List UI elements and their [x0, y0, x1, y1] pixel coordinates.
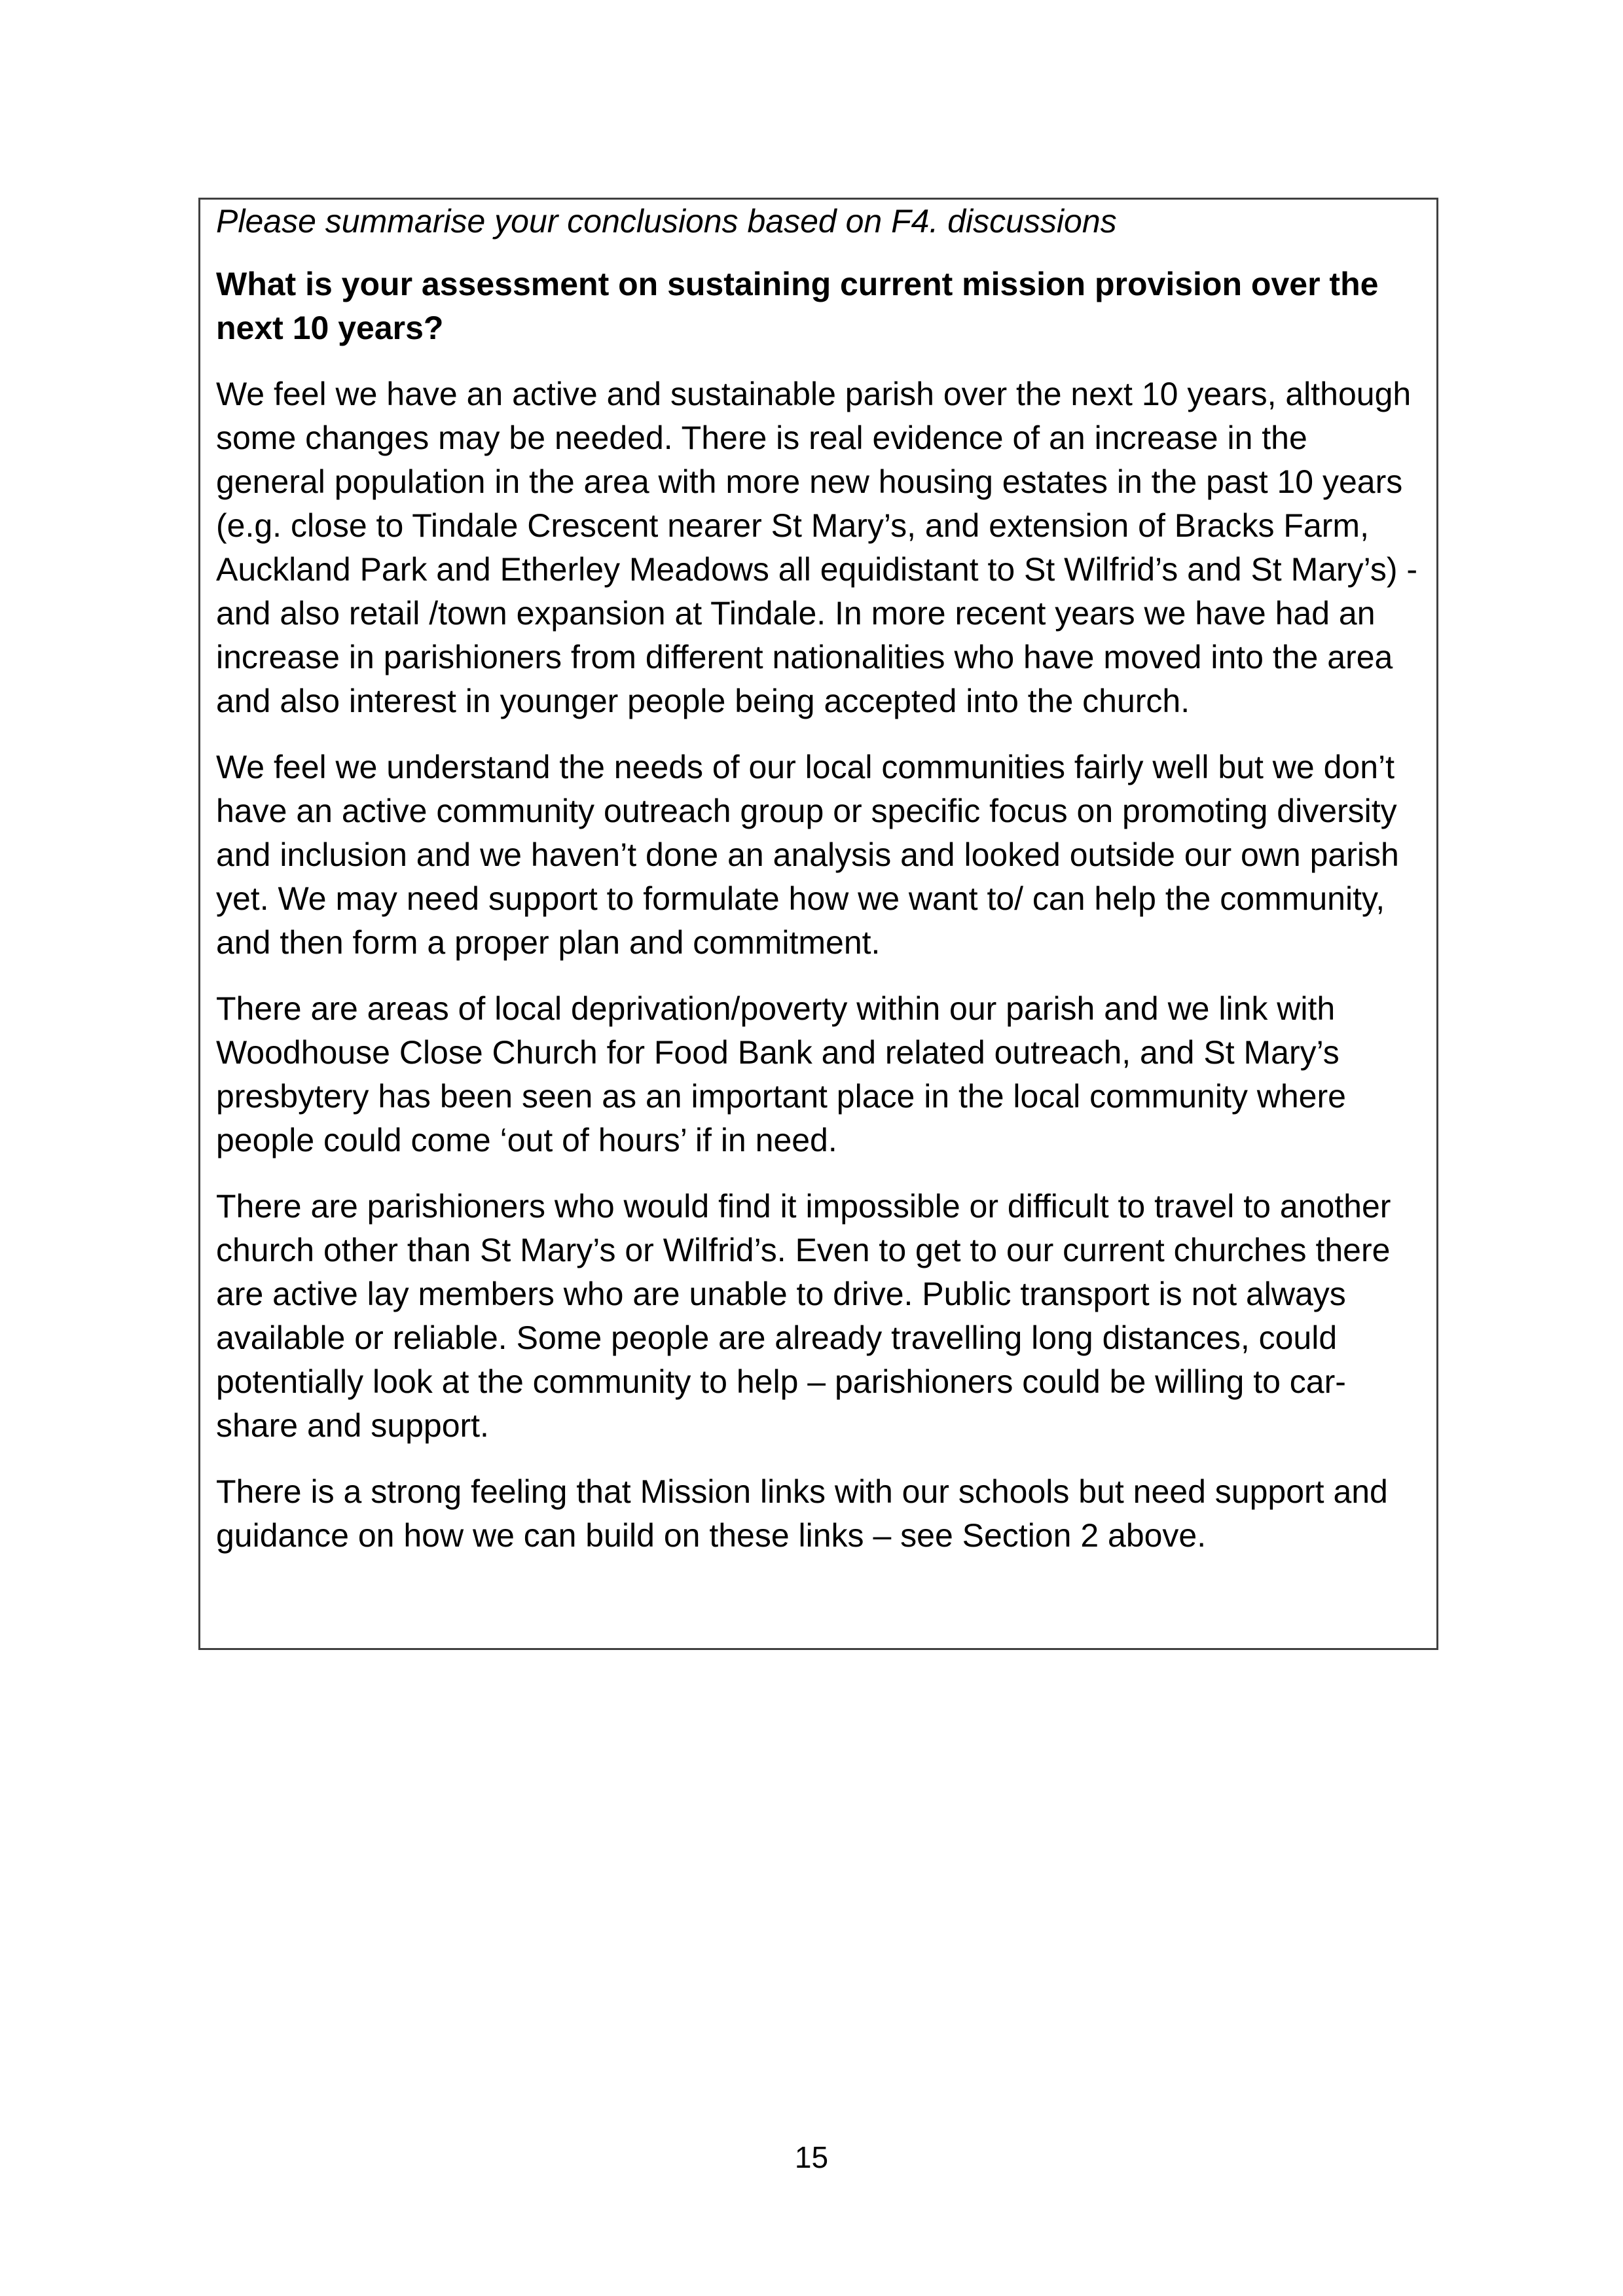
paragraph-schools: There is a strong feeling that Mission links with our schools but need support and guidance on how we can build on these links – see Section 2 above. [216, 1473, 1388, 1554]
paragraph-deprivation: There are areas of local deprivation/poverty within our parish and we link with Woodhouse Close Church for Food Bank and related outreach, and St Mary’s presbytery has been seen as an important place in the local community where people could come ‘out of hours’ if in need. [216, 990, 1346, 1158]
paragraph-travel: There are parishioners who would find it impossible or difficult to travel to another church other than St Mary’s or Wilfrid’s. Even to get to our current churches there are active lay members who are unable to drive. Public transport is not always available or reliable. Some people are already travelling long distances, could potentially look at the community to help – parishioners could be willing to car-share and support. [216, 1188, 1391, 1444]
paragraph-community-needs: We feel we understand the needs of our local communities fairly well but we don’t have an active community outreach group or specific focus on promoting diversity and inclusion and we haven’t done an analysis and looked outside our own parish yet. We may need support to formulate how we want to/ can help the community, and then form a proper plan and commitment. [216, 749, 1399, 961]
section-prompt: Please summarise your conclusions based on F4. discussions [216, 203, 1117, 240]
section-question: What is your assessment on sustaining current mission provision over the next 10 years? [216, 266, 1379, 346]
paragraph-population: We feel we have an active and sustainable parish over the next 10 years, although some changes may be needed. There is real evidence of an increase in the general population in the area with more new housing estates in the past 10 years (e.g. close to Tindale Crescent nearer St Mary’s, and extension of Bracks Farm, Auckland Park and Etherley Meadows all equidistant to St Wilfrid’s and St Mary’s) - and also retail /town expansion at Tindale. In more recent years we have had an increase in parishioners from different nationalities who have moved into the area and also interest in younger people being accepted into the church. [216, 376, 1418, 719]
conclusions-box [198, 198, 1438, 1650]
page-number: 15 [794, 2140, 829, 2174]
